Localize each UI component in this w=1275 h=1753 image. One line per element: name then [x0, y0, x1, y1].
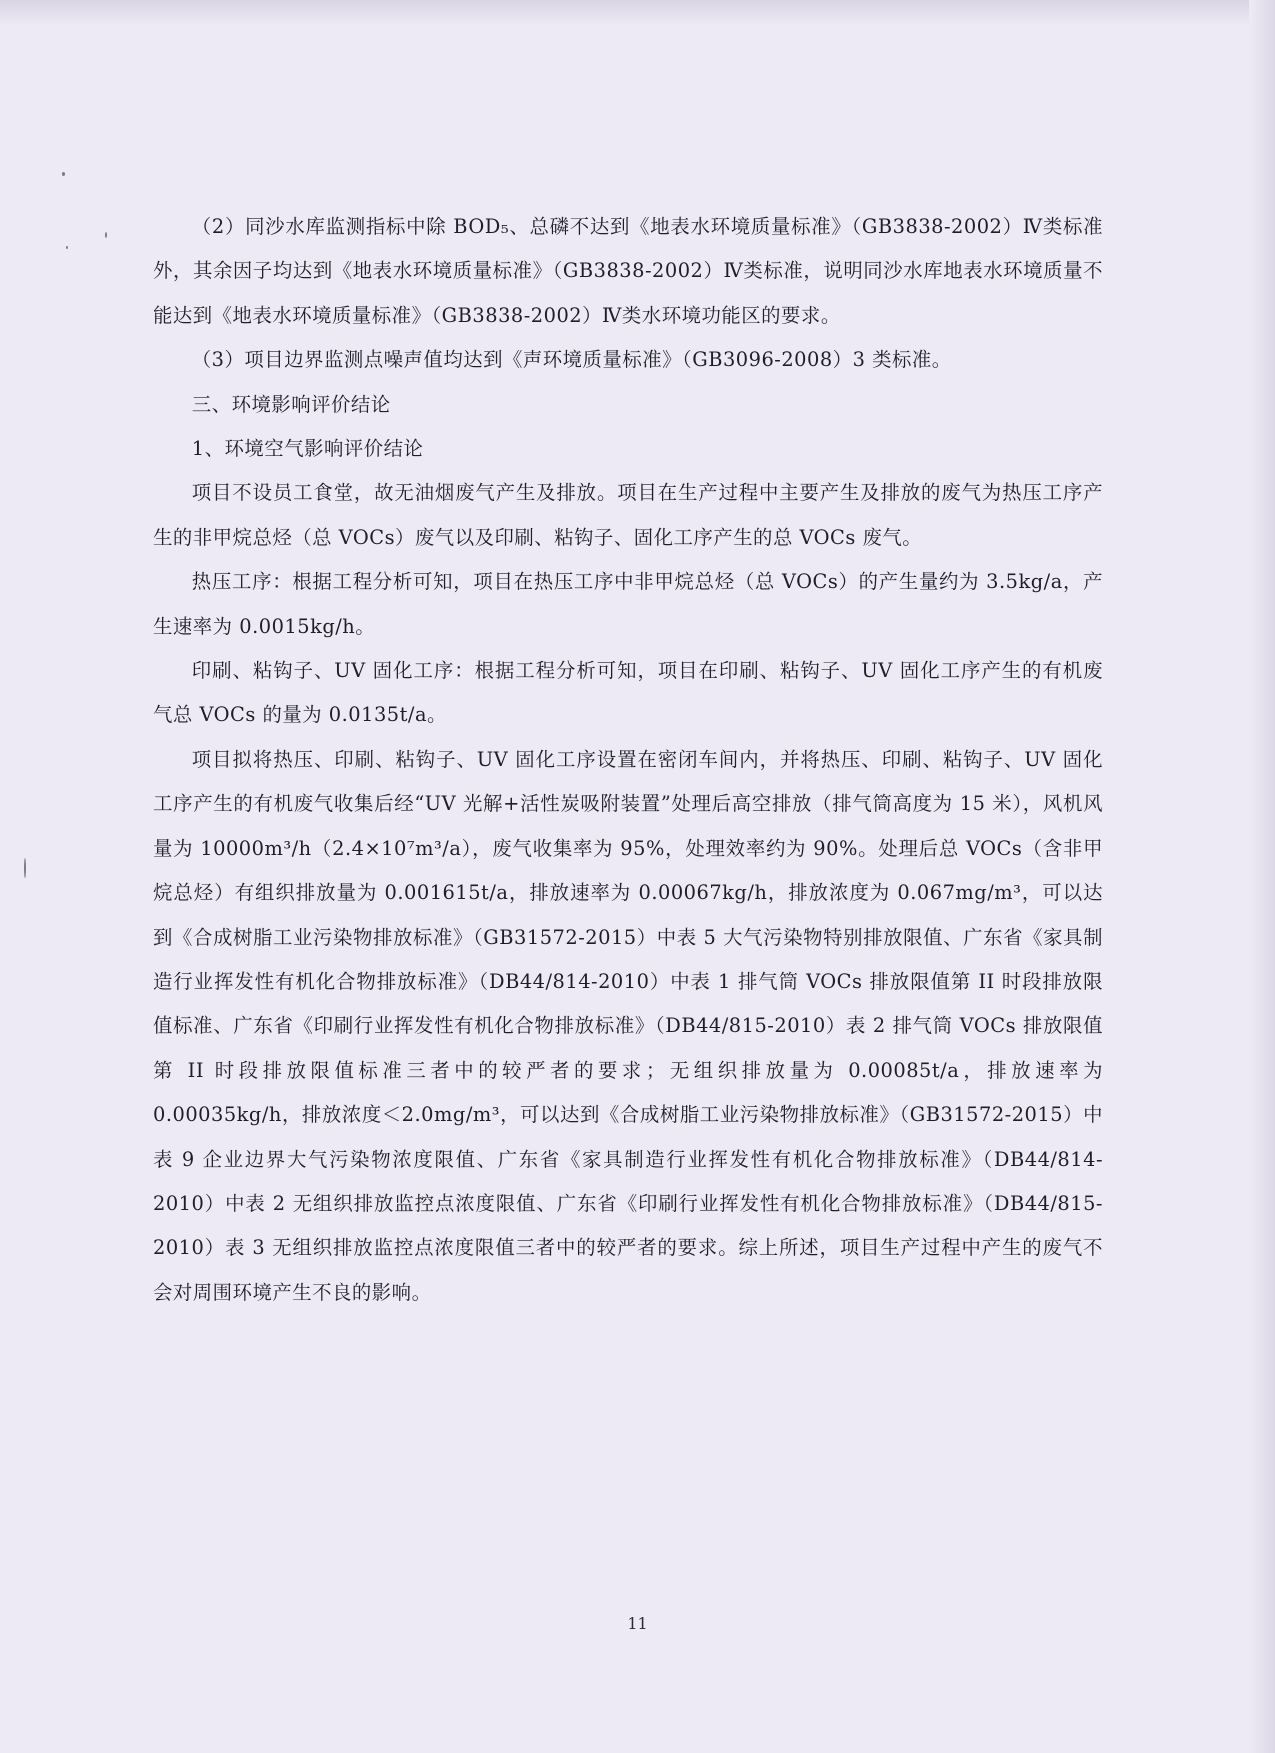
- scan-edge-top: [0, 0, 1275, 26]
- subsection-heading: 1、环境空气影响评价结论: [191, 437, 424, 461]
- paragraph-noise: （3）项目边界监测点噪声值均达到《声环境质量标准》（GB3096-2008）3 类标准。: [191, 348, 952, 372]
- paragraph-overview: 项目不设员工食堂，故无油烟废气产生及排放。项目在生产过程中主要产生及排放的废气为热压工序产生的非甲烷总烃（总 VOCs）废气以及印刷、粘钩子、固化工序产生的总 VOCs 废气。: [153, 481, 1103, 549]
- scan-speck: [105, 232, 107, 238]
- page-number: 11: [627, 1614, 648, 1633]
- scan-speck: [66, 246, 68, 249]
- body-text: [153, 205, 1103, 1315]
- scan-speck: [24, 858, 26, 878]
- scan-edge-right: [1249, 0, 1275, 1753]
- paragraph-printing: 印刷、粘钩子、UV 固化工序：根据工程分析可知，项目在印刷、粘钩子、UV 固化工序产生的有机废气总 VOCs 的量为 0.0135t/a。: [153, 659, 1103, 727]
- paragraph-treatment: 项目拟将热压、印刷、粘钩子、UV 固化工序设置在密闭车间内，并将热压、印刷、粘钩子、UV 固化工序产生的有机废气收集后经“UV 光解+活性炭吸附装置”处理后高空排放（排气筒高度为 15 米），风机风量为 10000m³/h（2.4×10⁷m³/a），废气收集率为 95%，处理效率约为 90%。处理后总 VOCs（含非甲烷总烃）有组织排放量为 0.001615t/a，排放速率为 0.00067kg/h，排放浓度为 0.067mg/m³，可以达到《合成树脂工业污染物排放标准》（GB31572-2015）中表 5 大气污染物特别排放限值、广东省《家具制造行业挥发性有机化合物排放标准》（DB44/814-2010）中表 1 排气筒 VOCs 排放限值第 II 时段排放限值标准、广东省《印刷行业挥发性有机化合物排放标准》（DB44/815-2010）表 2 排气筒 VOCs 排放限值第 II 时段排放限值标准三者中的较严者的要求；无组织排放量为 0.00085t/a，排放速率为 0.00035kg/h，排放浓度＜2.0mg/m³，可以达到《合成树脂工业污染物排放标准》（GB31572-2015）中表 9 企业边界大气污染物浓度限值、广东省《家具制造行业挥发性有机化合物排放标准》（DB44/814-2010）中表 2 无组织排放监控点浓度限值、广东省《印刷行业挥发性有机化合物排放标准》（DB44/815-2010）表 3 无组织排放监控点浓度限值三者中的较严者的要求。综上所述，项目生产过程中产生的废气不会对周围环境产生不良的影响。: [153, 747, 1103, 1304]
- paragraph-water-quality: （2）同沙水库监测指标中除 BOD₅、总磷不达到《地表水环境质量标准》（GB3838-2002）Ⅳ类标准外，其余因子均达到《地表水环境质量标准》（GB3838-2002）Ⅳ类标准，说明同沙水库地表水环境质量不能达到《地表水环境质量标准》（GB3838-2002）Ⅳ类水环境功能区的要求。: [153, 215, 1103, 327]
- section-heading: 三、环境影响评价结论: [191, 392, 391, 416]
- scan-speck: [62, 172, 65, 176]
- paragraph-hot-pressing: 热压工序：根据工程分析可知，项目在热压工序中非甲烷总烃（总 VOCs）的产生量约为 3.5kg/a，产生速率为 0.0015kg/h。: [153, 570, 1103, 638]
